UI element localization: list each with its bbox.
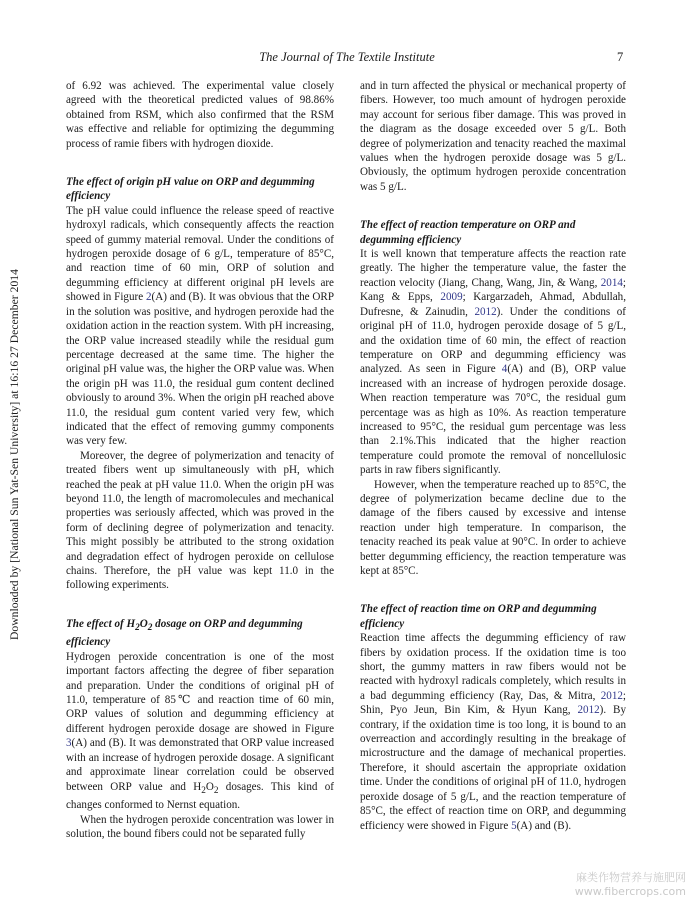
citation-2012-link[interactable]: 2012 bbox=[474, 305, 497, 318]
heading-h2o2-effect: The effect of $H_2O_2$ dosage on ORP and degumming efficiency bbox=[66, 617, 303, 649]
figure-2-link[interactable]: 2 bbox=[145, 291, 152, 304]
figure-3-link[interactable]: 3 bbox=[66, 737, 72, 750]
download-sidebar bbox=[6, 266, 26, 646]
download-note: Downloaded by [National Sun Yat-Sen University] at 16:16 27 December 2014 bbox=[8, 269, 21, 640]
paragraph-temperature-1: It is well known that temperature affects the reaction rate greatly. The higher the temperature value, the faster the reaction velocity (Jiang, Chang, Wang, Jin, & Wang, 2014; Kang & Epps, 2009; Kargarzadeh, Ahmad, Abdullah, Dufresne, & Zainudin, 2012). Under the conditions of original pH of 11.0, hydrogen peroxide dosage of 5 g/L, and the oxidation time of 60 min, the effect of reaction temperature on ORP and degumming efficiency was analyzed. As seen in Figure 4(A) and (B), ORP value increased with an increase of hydrogen peroxide dosage. When reaction temperature was 70°C, the residual gum percentage was as high as 10%. As reaction temperature increased to 95°C, the residual gum percentage was less than 2.1%.This indicated that the higher reaction temperature could promote the removal of noncellulosic parts in raw fibers significantly. bbox=[360, 248, 626, 477]
page-number: 7 bbox=[617, 50, 624, 64]
watermark-url: www.fibercrops.com bbox=[574, 885, 686, 898]
paragraph-temperature-2: However, when the temperature reached up to 85°C, the degree of polymerization became decline due to the damage of the fibers caused by excessive and intense reaction under high temperature. In comparison, the tenacity reached its peak value at 90°C. In order to achieve better degumming efficiency, the reaction temperature was kept at 85°C. bbox=[360, 478, 626, 577]
left-column bbox=[66, 79, 334, 841]
paragraph-h2o2-1: Hydrogen peroxide concentration is one of the most important factors affecting the degree of fiber separation and preparation. Under the conditions of original pH of 11.0, temperature of 85℃ and reaction time of 60 min, ORP values of solution and degumming efficiency at different hydrogen peroxide dosage are showed in Figure 3(A) and (B). It was demonstrated that ORP value increased with an increase of hydrogen peroxide dosage. A significant and approximate linear correlation could be observed between ORP value and $H_2O_2$ dosages. This kind of changes conformed to Nernst equation. bbox=[66, 650, 334, 812]
citation-ray-2012-link[interactable]: 2012 bbox=[600, 689, 623, 702]
watermark-chinese: 麻类作物营养与施肥网 bbox=[576, 871, 686, 884]
paragraph-h2o2-continued: and in turn affected the physical or mechanical property of fibers. However, too much amount of hydrogen peroxide may account for serious fiber damage. This was proved in the diagram as the dosage exceeded over 5 g/L. Both degree of polymerization and tenacity reached the maximal values when the hydrogen peroxide dosage was 5 g/L. Obviously, the optimum hydrogen peroxide concentration was 5 g/L. bbox=[360, 80, 626, 193]
citation-2009-link[interactable]: 2009 bbox=[440, 291, 463, 304]
journal-title: The Journal of The Textile Institute bbox=[259, 50, 435, 64]
paragraph-rsm-conclusion: of 6.92 was achieved. The experimental value closely agreed with the theoretical predicted values of 98.86% obtained from RSM, which also confirmed that the RSM was effective and reliable for optimizing the degumming process of ramie fibers with hydrogen dioxide. bbox=[66, 80, 334, 150]
paragraph-ph-1: The pH value could influence the release speed of reactive hydroxyl radicals, which consequently affects the reaction speed of gummy material removal. Under the conditions of hydrogen peroxide dosage of 6 g/L, temperature of 85°C, and reaction time of 60 min, ORP of solution and degumming efficiency at different original pH levels are showed in Figure 2(A) and (B). It was obvious that the ORP in the solution was positive, and hydrogen peroxide had the oxidation action in the reaction system. With pH increasing, the ORP value increased steadily while the residual gum percentage decreased at the same time. The higher the original pH value was, the higher the ORP value was. When the origin pH was 11.0, the residual gum content declined obviously to around 3%. When the origin pH reached above 11.0, the residual gum content varied very few, which indicated that the effect of removing gummy components was very few. bbox=[66, 204, 334, 448]
right-column bbox=[360, 79, 626, 833]
site-watermark bbox=[575, 871, 686, 899]
citation-shin-2012-link[interactable]: 2012 bbox=[577, 704, 600, 717]
figure-5-link[interactable]: 5 bbox=[511, 819, 517, 832]
heading-time-effect: The effect of reaction time on ORP and degumming efficiency bbox=[360, 603, 597, 630]
heading-temperature-effect: The effect of reaction temperature on ORP and degumming efficiency bbox=[360, 219, 576, 246]
paragraph-ph-2: Moreover, the degree of polymerization and tenacity of treated fibers went up simultaneously with pH, which reached the peak at pH value 11.0. When the origin pH was beyond 11.0, the length of macromolecules and mechanical properties was seriously affected, which was proved in the form of declining degree of polymerization and tenacity. This might possibly be attributed to the strong oxidation and degradation effect of hydrogen peroxide on cellulose chains. Therefore, the pH value was kept 11.0 in the following experiments. bbox=[66, 449, 334, 592]
paragraph-time-1: Reaction time affects the degumming efficiency of raw fibers by oxidation process. If the oxidation time is too short, the gummy matters in raw fibers would not be reacted with hydroxyl radicals completely, which results in a bad degumming efficiency (Ray, Das, & Mitra, 2012; Shin, Pyo Jeun, Bin Kim, & Hyun Kang, 2012). By contrary, if the oxidation time is too long, it is bound to an overreaction and accordingly resulting in the breakage of microstructure and the damage of mechanical properties. Therefore, it should ascertain the appropriate oxidation time. Under the conditions of original pH of 11.0, hydrogen peroxide dosage of 5 g/L, and the reaction temperature of 85°C, the effect of reaction time on ORP, and degumming efficiency were showed in Figure 5(A) and (B). bbox=[360, 632, 626, 832]
figure-4-link[interactable]: 4 bbox=[501, 363, 508, 376]
paragraph-h2o2-2: When the hydrogen peroxide concentration was lower in solution, the bound fibers could not be separated fully bbox=[66, 813, 334, 840]
heading-ph-effect: The effect of origin pH value on ORP and degumming efficiency bbox=[66, 176, 315, 203]
citation-2014-link[interactable]: 2014 bbox=[600, 276, 623, 289]
